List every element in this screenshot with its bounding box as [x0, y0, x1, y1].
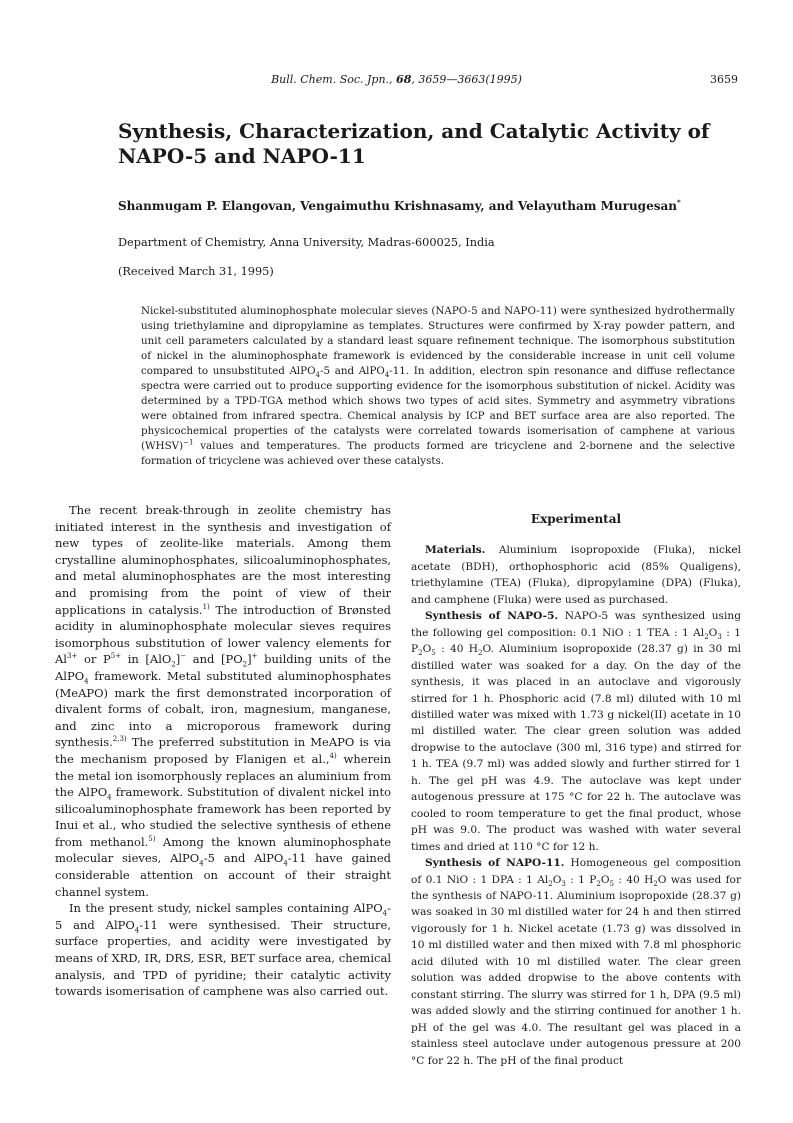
run-in-heading-napo11: Synthesis of NAPO-11. [425, 857, 565, 870]
received-date: (Received March 31, 1995) [118, 265, 274, 278]
journal-name: Bull. Chem. Soc. Jpn., [271, 73, 397, 86]
page-number: 3659 [710, 73, 738, 86]
abstract: Nickel-substituted aluminophosphate molecular sieves (NAPO-5 and NAPO-11) were synthesized hydrothermally using triethylamine and dipropylamine as templates. Structures were confirmed by X-ray powder pattern, and unit cell parameters calculated by a standard least square refinement technique. The isomorphous substitution of nickel in the aluminophosphate framework is evidenced by the considerable increase in unit cell volume compared to unsubstituted AlPO$_4$-5 and AlPO$_4$-11. In addition, electron spin resonance and diffuse reflectance spectra were carried out to produce supporting evidence for the isomorphous substitution of nickel. Acidity was determined by a TPD-TGA method which shows two types of acid sites. Symmetry and asymmetry vibrations were obtained from infrared spectra. Chemical analysis by ICP and BET surface area are also reported. The physicochemical properties of the catalysts were correlated towards isomerisation of camphene at various (WHSV)$^{-1}$ values and temperatures. The products formed are tricyclene and 2-bornene and the selective formation of tricyclene was achieved over these catalysts. [141, 305, 735, 467]
citation-2-3: 2,3) [112, 735, 127, 744]
citation-4: 4) [329, 752, 337, 761]
journal-citation [0, 73, 793, 86]
napo11-paragraph: Synthesis of NAPO-11. Homogeneous gel composition of 0.1 NiO : 1 DPA : 1 $Al_2O_3$ : 1 $P_2O_5$ : 40 $H_2O$ was used for the synthesis of NAPO-11. Aluminium isopropoxide (28.37 g) was soaked in 30 ml distilled water for 24 h and then stirred vigorously for 1 h. Nickel acetate (1.73 g) was dissolved in 10 ml distilled water and then mixed with 7.8 ml phosphoric acid diluted with 10 ml distilled water. The clear green solution was added dropwise to the above contents with constant stirring. The slurry was stirred for 1 h, DPA (9.5 ml) was added slowly and the stirring continued for another 1 h. pH of the gel was 4.0. The resultant gel was placed in a stainless steel autoclave under autogenous pressure at 200 °C for 22 h. The pH of the final product [411, 857, 742, 1067]
citation-5: 5) [148, 835, 156, 844]
right-column [411, 511, 741, 1069]
affiliation: Department of Chemistry, Anna University, Madras-600025, India [118, 236, 495, 249]
materials-paragraph: Materials. Aluminium isopropoxide (Fluka), nickel acetate (BDH), orthophosphoric acid (85% Qualigens), triethylamine (TEA) (Fluka), dipropylamine (DPA) (Fluka), and camphene (Fluka) were used as purchased. [411, 544, 741, 606]
journal-volume: 68 [396, 73, 412, 86]
intro-paragraph-2: In the present study, nickel samples containing AlPO$_4$-5 and AlPO$_4$-11 were synthesised. Their structure, surface properties, and acidity were investigated by means of XRD, IR, DRS, ESR, BET surface area, chemical analysis, and TPD of pyridine; their catalytic activity towards isomerisation of camphene was also carried out. [55, 901, 391, 999]
run-in-heading-materials: Materials. [425, 544, 486, 557]
journal-pages: , 3659—3663(1995) [411, 73, 522, 86]
corresponding-author-mark: * [676, 198, 681, 207]
author-names: Shanmugam P. Elangovan, Vengaimuthu Krishnasamy, and Velayutham Murugesan [118, 199, 677, 213]
napo5-paragraph: Synthesis of NAPO-5. NAPO-5 was synthesized using the following gel composition: 0.1 NiO : 1 TEA : 1 $Al_2O_3$ : 1 $P_2O_5$ : 40 $H_2O$. Aluminium isopropoxide (28.37 g) in 30 ml distilled water was soaked for a day. On the day of the synthesis, it was placed in an autoclave and vigorously stirred for 1 h. Phosphoric acid (7.8 ml) diluted with 10 ml distilled water was mixed with 1.73 g nickel(II) acetate in 10 ml distilled water. The clear green solution was added dropwise to the autoclave (300 ml, 316 type) and stirred for 1 h. TEA (9.7 ml) was added slowly and further stirred for 1 h. The gel pH was 4.9. The autoclave was kept under autogenous pressure at 175 °C for 22 h. The autoclave was cooled to room temperature to get the final product, whose pH was 9.0. The product was washed with water several times and dried at 110 °C for 12 h. [411, 610, 742, 853]
run-in-heading-napo5: Synthesis of NAPO-5. [425, 610, 559, 623]
author-list [118, 199, 738, 213]
citation-1: 1) [202, 602, 210, 611]
section-heading-experimental: Experimental [530, 512, 622, 526]
article-title: Synthesis, Characterization, and Catalytic Activity of NAPO-5 and NAPO-11 [118, 119, 710, 168]
intro-paragraph-1: The recent break-through in zeolite chemistry has initiated interest in the synthesis and investigation of new types of zeolite-like materials. Among them crystalline aluminophosphates, silicoaluminophosphates, and metal aluminophosphates are the most interesting and promising from the point of view of their applications in catalysis.$^{1)}$ The introduction of Brønsted acidity in aluminophosphate molecular sieves requires isomorphous substitution of lower valency elements for $Al^{3+}$ or $P^{5+}$ in [AlO$_2$]− and $[PO_2]^+$ building units of the AlPO$_4$ framework. Metal substituted aluminophosphates (MeAPO) mark the first demonstrated incorporation of divalent forms of cobalt, iron, magnesium, manganese, and zinc into a microporous framework during synthesis.$^{2,3)}$ The preferred substitution in MeAPO is via the mechanism proposed by Flanigen et al.,$^{4)}$ wherein the metal ion isomorphously replaces an aluminium from the AlPO$_4$ framework. Substitution of divalent nickel into silicoaluminophosphate framework has been reported by Inui et al., who studied the selective synthesis of ethene from methanol.$^{5)}$ Among the known aluminophosphate molecular sieves, AlPO$_4$-5 and AlPO$_4$-11 have gained considerable attention on account of their straight channel system. [55, 503, 392, 899]
left-column [55, 502, 391, 1000]
